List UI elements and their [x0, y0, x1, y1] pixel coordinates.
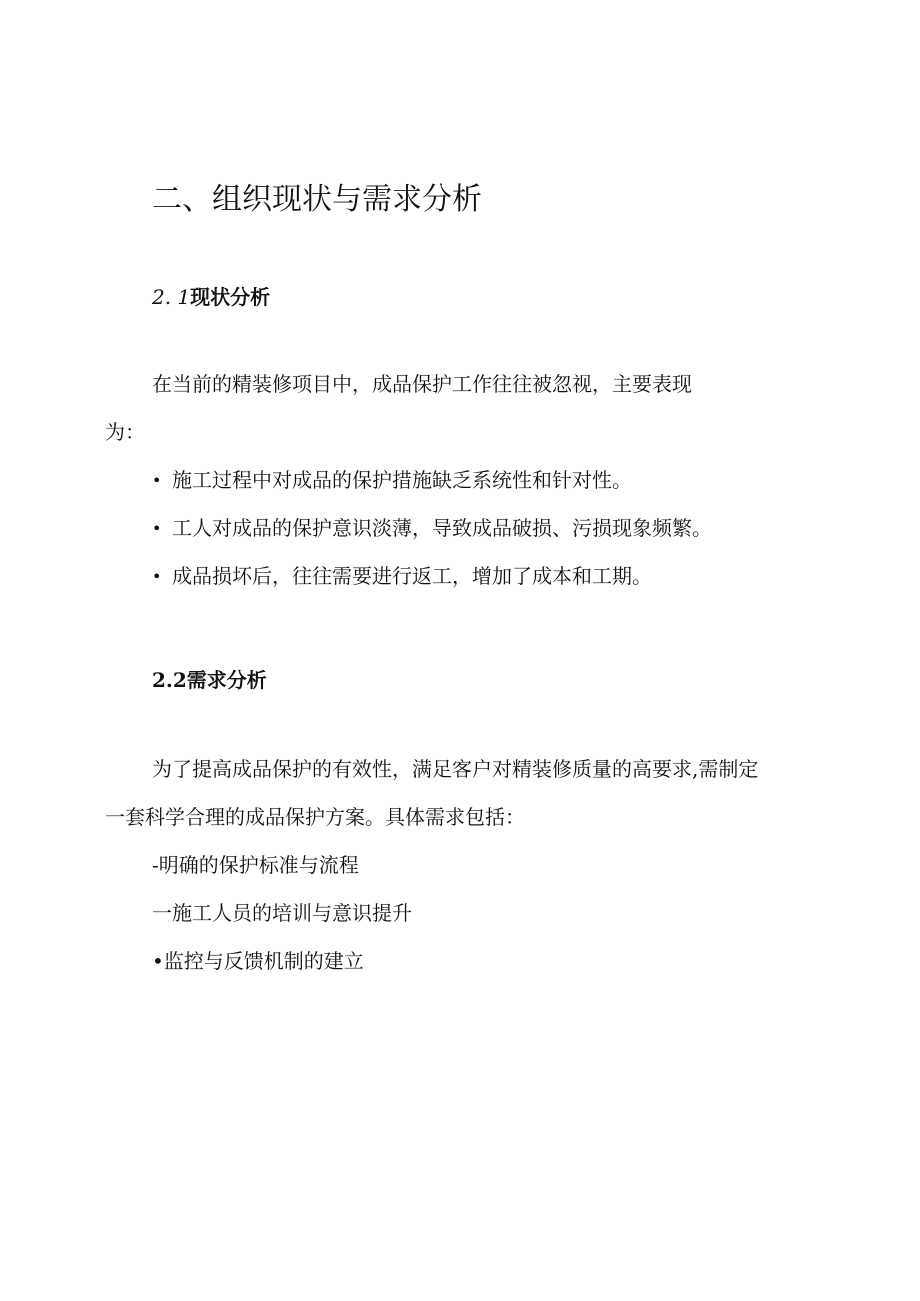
- list-item: -明确的保护标准与流程: [152, 853, 359, 877]
- bullet-icon: •: [152, 567, 162, 586]
- subsection-heading-needs: 2.2需求分析: [152, 668, 267, 692]
- section-title: 二、组织现状与需求分析: [152, 182, 482, 217]
- needs-intro-line1: 为了提高成品保护的有效性，满足客户对精装修质量的高要求,需制定: [152, 757, 759, 781]
- subsection-heading-text: 现状分析: [190, 285, 271, 309]
- list-item: 一施工人员的培训与意识提升: [152, 901, 412, 925]
- bullet-icon: •: [152, 471, 162, 490]
- list-item-text: 施工过程中对成品的保护措施缺乏系统性和针对性。: [172, 468, 632, 492]
- list-item: [152, 514, 712, 543]
- bullet-icon: •: [152, 519, 162, 538]
- list-item-text: 工人对成品的保护意识淡薄，导致成品破损、污损现象频繁。: [172, 516, 712, 540]
- needs-intro-line2: 一套科学合理的成品保护方案。具体需求包括：: [105, 805, 525, 829]
- list-item: •监控与反馈机制的建立: [152, 949, 364, 973]
- current-status-intro-line2: 为：: [105, 420, 145, 444]
- list-item: [152, 466, 632, 495]
- list-item: [152, 562, 652, 591]
- subsection-heading-current-status: [152, 281, 270, 310]
- list-item-text: 成品损坏后，往往需要进行返工，增加了成本和工期。: [172, 564, 652, 588]
- subsection-number: 2. 1: [152, 285, 191, 309]
- current-status-intro-line1: 在当前的精装修项目中，成品保护工作往往被忽视，主要表现: [152, 372, 692, 396]
